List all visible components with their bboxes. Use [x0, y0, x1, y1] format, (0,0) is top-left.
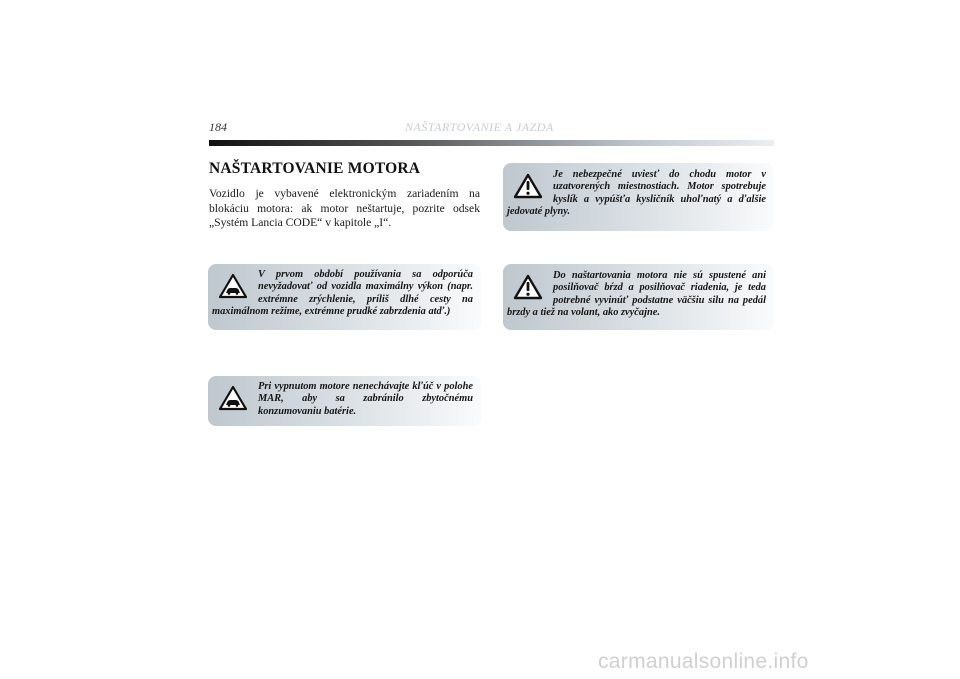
note-text: Pri vypnutom motore nenechávajte kľúč v polohe MAR, aby sa zabránilo zbytočnému konzumovaniu batérie. [258, 381, 473, 417]
section-heading: NAŠTARTOVANIE MOTORA [209, 160, 421, 177]
running-title: NAŠTARTOVANIE A JAZDA [405, 120, 554, 134]
watermark-text: carmanualsonline.info [598, 650, 809, 673]
page-number: 184 [209, 120, 227, 134]
car-caution-icon [218, 385, 248, 411]
car-caution-icon [218, 273, 248, 299]
warning-triangle-icon [513, 274, 543, 300]
note-box-caution-2 [208, 376, 481, 426]
note-box-caution-1 [208, 264, 481, 330]
note-text: Do naštartovania motora nie sú spustené ani posilňovač bŕzd a posilňovač riadenia, je teda potrebné vyvinúť podstatne väčšiu silu na pedál brzdy a tiež na volant, ako zvyčajne. [507, 270, 766, 319]
note-box-warning-2 [503, 264, 774, 330]
note-text: V prvom období používania sa odporúča nevyžadovať od vozidla maximálny výkon (napr. extrémne zrýchlenie, príliš dlhé cesty na maximálnom režime, extrémne prudké zabrzdenia atď.) [212, 269, 473, 318]
header-rule [209, 140, 774, 146]
note-box-warning-1 [503, 163, 774, 231]
body-paragraph: Vozidlo je vybavené elektronickým zariadením na blokáciu motora: ak motor neštartuje, pozrite odsek „Systém Lancia CODE“ v kapitole „I“. [209, 187, 480, 230]
note-text: Je nebezpečné uviesť do chodu motor v uzatvorených miestnostiach. Motor spotrebuje kyslík a vypúšťa kysličník uhoľnatý a ďalšie jedovaté plyny. [507, 169, 766, 218]
warning-triangle-icon [513, 173, 543, 199]
